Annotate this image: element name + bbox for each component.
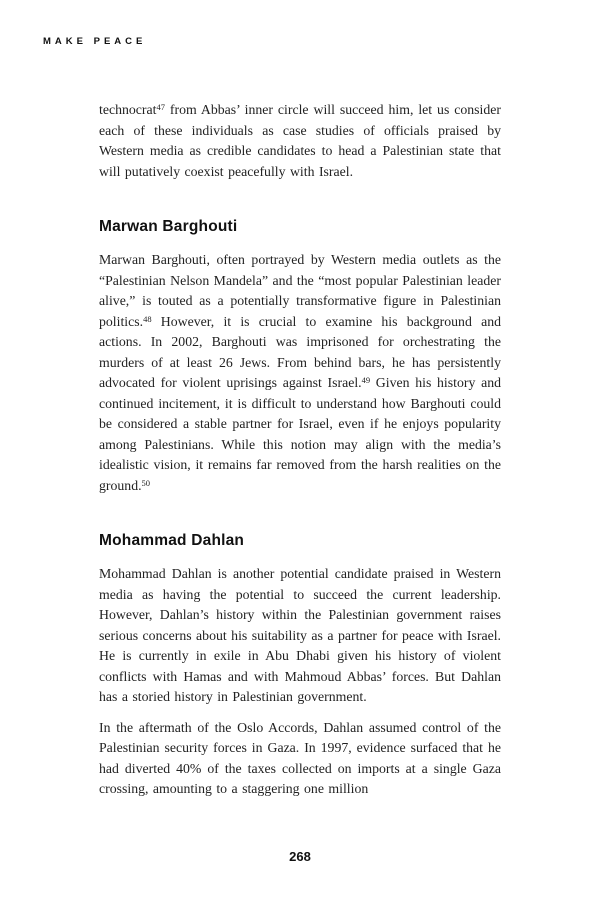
- section-heading-mohammad-dahlan: Mohammad Dahlan: [99, 532, 245, 549]
- paragraph-dahlan-1: Mohammad Dahlan is another potential candidate praised in Western media as having the potential to succeed the current leadership. However, Dahlan’s history within the Palestinian government raises serious concerns about his suitability as a partner for peace with Israel. He is currently in exile in Abu Dhabi given his history of violent conflicts with Hamas and with Mahmoud Abbas’ forces. But Dahlan has a storied history in Palestinian government.: [99, 566, 501, 704]
- page-footer: [0, 848, 600, 866]
- footnote-reference: 48: [143, 313, 152, 324]
- running-header: MAKE PEACE: [43, 36, 147, 47]
- footnote-reference: 50: [141, 477, 151, 488]
- paragraph-barghouti: Marwan Barghouti, often portrayed by Western media outlets as the “Palestinian Nelson Mandela” and the “most popular Palestinian leader alive,” is touted as a potentially transformative figure in Palestinian politics.$^{48}$ However, it is crucial to examine his background and actions. In 2002, Barghouti was imprisoned for orchestrating the murders of at least 26 Jews. From behind bars, he has persistently advocated for violent uprisings against Israel.$^{49}$ Given his history and continued incitement, it is difficult to understand how Barghouti could be considered a stable partner for Israel, even if he enjoys popularity among Palestinians. While this notion may align with the media’s idealistic vision, it remains far removed from the harsh realities on the ground.$^{50}$: [99, 252, 501, 493]
- paragraph-dahlan-2: In the aftermath of the Oslo Accords, Dahlan assumed control of the Palestinian security forces in Gaza. In 1997, evidence surfaced that he had diverted 40% of the taxes collected on imports at a single Gaza crossing, amounting to a staggering one million: [99, 719, 501, 796]
- page-body: [99, 100, 501, 800]
- paragraph-intro: technocrat$^{47}$ from Abbas’ inner circle will succeed him, let us consider each of these individuals as case studies of officials praised by Western media as credible candidates to head a Palestinian state that will putatively coexist peacefully with Israel.: [99, 102, 501, 179]
- section-heading-marwan-barghouti: Marwan Barghouti: [99, 218, 238, 235]
- page-number: 268: [289, 849, 311, 864]
- footnote-reference: 49: [361, 375, 371, 386]
- footnote-reference: 47: [156, 102, 165, 113]
